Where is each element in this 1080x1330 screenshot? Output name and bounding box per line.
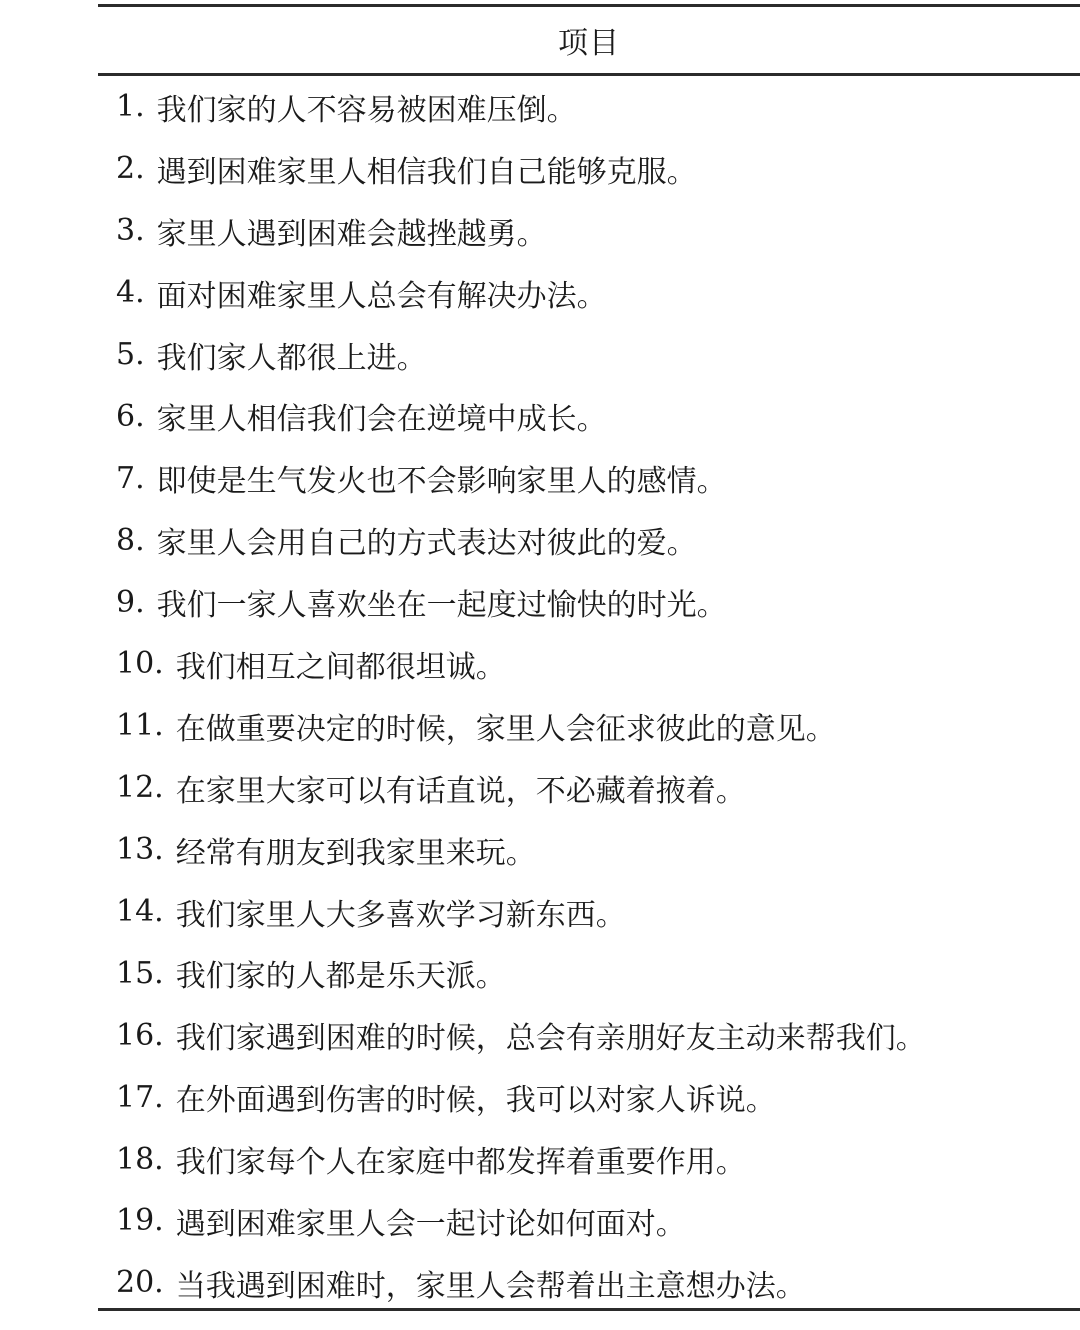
item-number: 17.	[116, 1079, 164, 1115]
item-number: 16.	[116, 1017, 164, 1053]
table-row	[98, 262, 1080, 324]
item-text: 我们一家人喜欢坐在一起度过愉快的时光。	[156, 588, 727, 624]
table-row	[98, 819, 1080, 881]
table-row	[98, 385, 1080, 447]
item-text: 遇到困难家里人会一起讨论如何面对。	[175, 1206, 686, 1242]
item-text: 即使是生气发火也不会影响家里人的感情。	[156, 464, 727, 500]
item-number: 6.	[116, 398, 145, 434]
item-text: 面对困难家里人总会有解决办法。	[156, 278, 607, 314]
table-row	[98, 509, 1080, 571]
questionnaire-table	[98, 4, 1080, 1320]
table-row	[98, 1066, 1080, 1128]
item-text: 我们家里人大多喜欢学习新东西。	[175, 897, 626, 933]
table-row	[98, 881, 1080, 943]
item-text: 遇到困难家里人相信我们自己能够克服。	[156, 154, 697, 190]
table-row	[98, 76, 1080, 138]
item-number: 4.	[116, 275, 145, 311]
item-number: 20.	[116, 1265, 164, 1301]
table-row	[98, 695, 1080, 757]
item-number: 18.	[116, 1141, 164, 1177]
item-number: 14.	[116, 894, 164, 930]
table-row	[98, 200, 1080, 262]
item-text: 家里人会用自己的方式表达对彼此的爱。	[156, 526, 697, 562]
item-text: 家里人相信我们会在逆境中成长。	[156, 402, 607, 438]
table-body	[98, 76, 1080, 1304]
item-number: 7.	[116, 460, 145, 496]
item-number: 11.	[116, 708, 164, 744]
item-text: 我们家遇到困难的时候，总会有亲朋好友主动来帮我们。	[175, 1021, 926, 1057]
table-row	[98, 942, 1080, 1004]
item-text: 在外面遇到伤害的时候，我可以对家人诉说。	[175, 1083, 776, 1119]
table-row	[98, 633, 1080, 695]
table-header: 项目	[558, 26, 620, 61]
item-text: 在做重要决定的时候，家里人会征求彼此的意见。	[175, 711, 836, 747]
item-text: 我们家的人不容易被困难压倒。	[156, 92, 577, 128]
item-number: 9.	[116, 584, 145, 620]
item-number: 10.	[116, 646, 164, 682]
item-text: 家里人遇到困难会越挫越勇。	[156, 216, 547, 252]
table-row	[98, 1004, 1080, 1066]
item-number: 1.	[116, 89, 145, 125]
item-text: 当我遇到困难时，家里人会帮着出主意想办法。	[175, 1268, 806, 1304]
table-row	[98, 447, 1080, 509]
table-row	[98, 1128, 1080, 1190]
table-bottom-rule	[98, 1308, 1080, 1311]
item-text: 我们家每个人在家庭中都发挥着重要作用。	[175, 1145, 746, 1181]
item-text: 我们家人都很上进。	[156, 340, 427, 376]
item-number: 15.	[116, 955, 164, 991]
item-number: 8.	[116, 522, 145, 558]
item-number: 19.	[116, 1203, 164, 1239]
table-row	[98, 138, 1080, 200]
item-text: 经常有朋友到我家里来玩。	[175, 835, 536, 871]
table-row	[98, 1252, 1080, 1314]
table-row	[98, 1190, 1080, 1252]
item-text: 我们家的人都是乐天派。	[175, 959, 506, 995]
item-number: 13.	[116, 832, 164, 868]
item-text: 在家里大家可以有话直说，不必藏着掖着。	[175, 773, 746, 809]
item-number: 2.	[116, 151, 145, 187]
item-text: 我们相互之间都很坦诚。	[175, 649, 506, 685]
table-row	[98, 571, 1080, 633]
item-number: 12.	[116, 770, 164, 806]
table-row	[98, 324, 1080, 386]
table-row	[98, 757, 1080, 819]
item-number: 5.	[116, 337, 145, 372]
item-number: 3.	[116, 213, 145, 249]
